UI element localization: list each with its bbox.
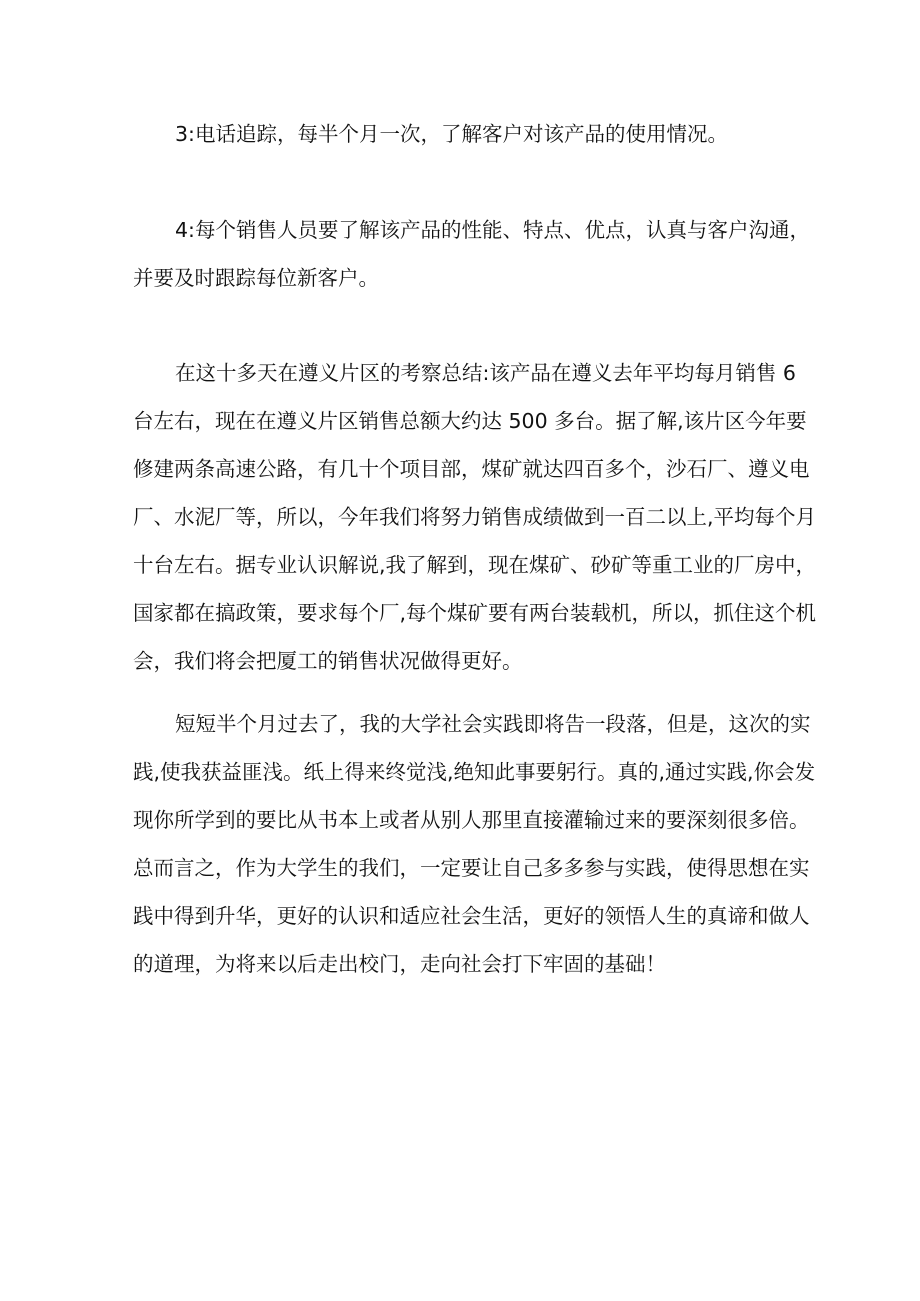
paragraph-sales-staff — [133, 206, 813, 302]
text-line: 的道理，为将来以后走出校门，走向社会打下牢固的基础！ — [133, 952, 666, 976]
text-line: 国家都在搞政策，要求每个厂,每个煤矿要有两台装载机，所以，抓住这个机 — [133, 601, 817, 625]
text-line: 短短半个月过去了，我的大学社会实践即将告一段落，但是，这次的实 — [175, 712, 811, 736]
text-line: 总而言之，作为大学生的我们，一定要让自己多多参与实践，使得思想在实 — [133, 856, 810, 880]
text-line: 现你所学到的要比从书本上或者从别人那里直接灌输过来的要深刻很多倍。 — [133, 808, 810, 832]
text-line: 十台左右。据专业认识解说,我了解到，现在煤矿、砂矿等重工业的厂房中， — [133, 553, 817, 577]
text-line: 践,使我获益匪浅。纸上得来终觉浅,绝知此事要躬行。真的,通过实践,你会发 — [133, 760, 816, 784]
text-line: 践中得到升华，更好的认识和适应社会生活，更好的领悟人生的真谛和做人 — [133, 904, 810, 928]
paragraph-phone-tracking — [133, 110, 813, 158]
text-line: 修建两条高速公路，有几十个项目部，煤矿就达四百多个，沙石厂、遵义电 — [133, 457, 810, 481]
text-line: 会，我们将会把厦工的销售状况做得更好。 — [133, 649, 523, 673]
text-line: 3:电话追踪，每半个月一次，了解客户对该产品的使用情况。 — [175, 122, 728, 146]
text-line: 厂、水泥厂等，所以，今年我们将努力销售成绩做到一百二以上,平均每个月 — [133, 505, 817, 529]
text-line: 台左右，现在在遵义片区销售总额大约达 500 多台。据了解,该片区今年要 — [133, 409, 807, 433]
paragraph-zunyi-summary — [133, 349, 817, 685]
text-line: 在这十多天在遵义片区的考察总结:该产品在遵义去年平均每月销售 6 — [175, 361, 796, 385]
text-line: 并要及时跟踪每位新客户。 — [133, 266, 379, 290]
paragraph-conclusion — [133, 700, 816, 988]
text-line: 4:每个销售人员要了解该产品的性能、特点、优点，认真与客户沟通， — [175, 218, 810, 242]
